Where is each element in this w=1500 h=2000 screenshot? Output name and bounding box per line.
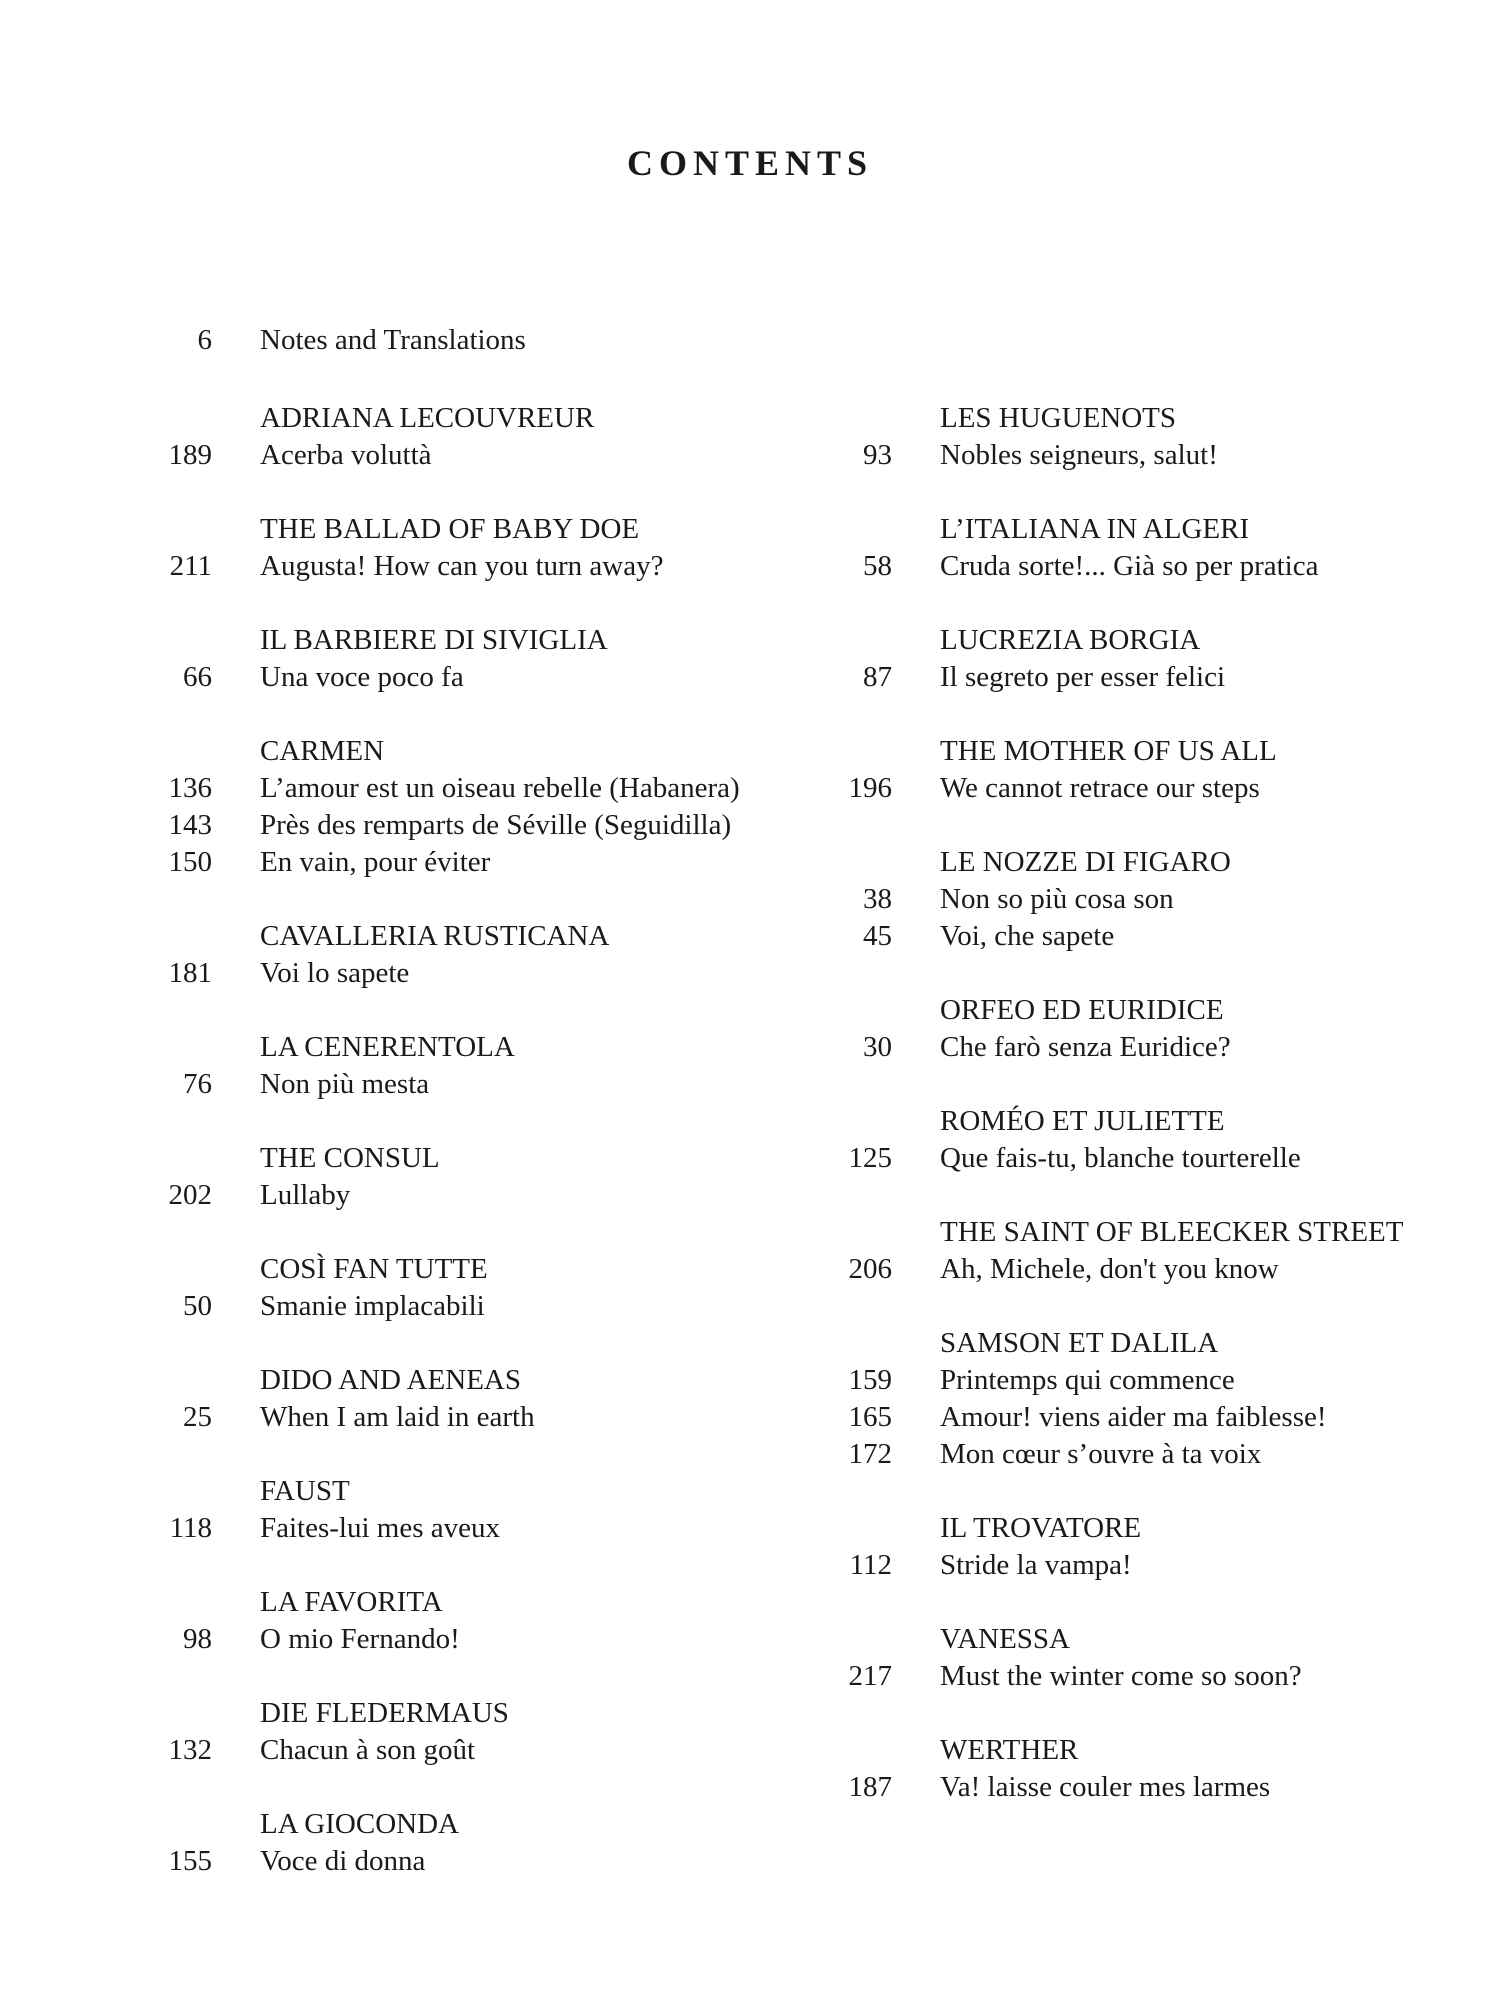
opera-title: COSÌ FAN TUTTE bbox=[260, 1253, 488, 1285]
page-number: 217 bbox=[848, 1660, 892, 1692]
toc-opera-group bbox=[830, 1510, 1403, 1584]
aria-title: Printemps qui commence bbox=[940, 1364, 1235, 1396]
toc-entry[interactable] bbox=[150, 437, 740, 474]
page-number: 118 bbox=[169, 1512, 212, 1544]
opera-title: THE CONSUL bbox=[260, 1142, 440, 1174]
aria-title: Près des remparts de Séville (Seguidilla) bbox=[260, 809, 732, 841]
toc-opera-group bbox=[830, 844, 1403, 955]
toc-opera-group bbox=[830, 1732, 1403, 1806]
aria-title: Chacun à son goût bbox=[260, 1734, 476, 1766]
toc-entry[interactable] bbox=[150, 1066, 740, 1103]
opera-title: ROMÉO ET JULIETTE bbox=[940, 1105, 1225, 1137]
toc-entry[interactable] bbox=[150, 770, 740, 807]
toc-opera-group bbox=[150, 1695, 740, 1769]
aria-title: Smanie implacabili bbox=[260, 1290, 485, 1322]
aria-title: Cruda sorte!... Già so per pratica bbox=[940, 550, 1319, 582]
toc-opera-group bbox=[150, 733, 740, 881]
page-number: 172 bbox=[848, 1438, 892, 1470]
page-number: 132 bbox=[168, 1734, 212, 1766]
toc-opera-group bbox=[830, 1325, 1403, 1473]
aria-title: Que fais-tu, blanche tourterelle bbox=[940, 1142, 1301, 1174]
entry-title: Notes and Translations bbox=[260, 324, 526, 356]
toc-opera-group bbox=[830, 733, 1403, 807]
aria-title: When I am laid in earth bbox=[260, 1401, 535, 1433]
aria-title: Lullaby bbox=[260, 1179, 351, 1211]
aria-title: Che farò senza Euridice? bbox=[940, 1031, 1231, 1063]
toc-entry[interactable] bbox=[830, 770, 1403, 807]
opera-title: LA FAVORITA bbox=[260, 1586, 443, 1618]
page-number: 150 bbox=[168, 846, 212, 878]
page-number: 206 bbox=[848, 1253, 892, 1285]
opera-title: LA CENERENTOLA bbox=[260, 1031, 515, 1063]
toc-entry[interactable] bbox=[150, 1843, 740, 1880]
aria-title: Nobles seigneurs, salut! bbox=[940, 439, 1218, 471]
opera-title: L’ITALIANA IN ALGERI bbox=[940, 513, 1250, 545]
opera-title: DIDO AND AENEAS bbox=[260, 1364, 521, 1396]
toc-entry[interactable] bbox=[830, 881, 1403, 918]
toc-opera-group bbox=[830, 992, 1403, 1066]
opera-title: CARMEN bbox=[260, 735, 385, 767]
page-number: 45 bbox=[863, 920, 892, 952]
aria-title: Voce di donna bbox=[260, 1845, 426, 1877]
aria-title: Must the winter come so soon? bbox=[940, 1660, 1302, 1692]
toc-intro-entry[interactable] bbox=[150, 324, 526, 357]
toc-entry[interactable] bbox=[830, 1140, 1403, 1177]
page-number: 211 bbox=[169, 550, 212, 582]
toc-opera-group bbox=[150, 1029, 740, 1103]
toc-opera-group bbox=[830, 1103, 1403, 1177]
page-number: 136 bbox=[168, 772, 212, 804]
page-title: CONTENTS bbox=[626, 143, 874, 183]
toc-entry[interactable] bbox=[150, 548, 740, 585]
page-number: 87 bbox=[863, 661, 892, 693]
opera-title: LA GIOCONDA bbox=[260, 1808, 459, 1840]
opera-title: THE MOTHER OF US ALL bbox=[940, 735, 1277, 767]
page-number: 143 bbox=[168, 809, 212, 841]
toc-entry[interactable] bbox=[830, 1769, 1403, 1806]
opera-title: THE BALLAD OF BABY DOE bbox=[260, 513, 640, 545]
toc-entry[interactable] bbox=[830, 1362, 1403, 1399]
page-number: 187 bbox=[848, 1771, 892, 1803]
toc-opera-group bbox=[150, 400, 740, 474]
toc-opera-group bbox=[150, 1473, 740, 1547]
page-number: 165 bbox=[848, 1401, 892, 1433]
opera-title: FAUST bbox=[260, 1475, 350, 1507]
page-number: 50 bbox=[183, 1290, 212, 1322]
aria-title: Il segreto per esser felici bbox=[940, 661, 1226, 693]
page-number: 189 bbox=[168, 439, 212, 471]
toc-opera-group bbox=[830, 511, 1403, 585]
toc-entry[interactable] bbox=[830, 1029, 1403, 1066]
page-number: 112 bbox=[849, 1549, 892, 1581]
page-number: 159 bbox=[848, 1364, 892, 1396]
page-number: 6 bbox=[197, 324, 212, 356]
aria-title: Non più mesta bbox=[260, 1068, 430, 1100]
toc-opera-group bbox=[830, 1621, 1403, 1695]
page-number: 98 bbox=[183, 1623, 212, 1655]
toc-entry[interactable] bbox=[830, 1251, 1403, 1288]
opera-title: THE SAINT OF BLEECKER STREET bbox=[940, 1216, 1404, 1248]
aria-title: Non so più cosa son bbox=[940, 883, 1174, 915]
aria-title: Voi lo sapete bbox=[260, 957, 410, 989]
toc-entry[interactable] bbox=[830, 659, 1403, 696]
opera-title: LUCREZIA BORGIA bbox=[940, 624, 1201, 656]
toc-entry[interactable] bbox=[830, 548, 1403, 585]
toc-entry[interactable] bbox=[830, 918, 1403, 955]
toc-entry[interactable] bbox=[150, 955, 740, 992]
toc-right-column bbox=[830, 400, 1403, 1843]
aria-title: Voi, che sapete bbox=[940, 920, 1115, 952]
toc-opera-group bbox=[830, 400, 1403, 474]
toc-opera-group bbox=[150, 1362, 740, 1436]
page-number: 25 bbox=[183, 1401, 212, 1433]
aria-title: L’amour est un oiseau rebelle (Habanera) bbox=[260, 772, 740, 804]
aria-title: Augusta! How can you turn away? bbox=[260, 550, 664, 582]
toc-left-column bbox=[150, 400, 740, 1917]
toc-opera-group bbox=[150, 1251, 740, 1325]
opera-title: ADRIANA LECOUVREUR bbox=[260, 402, 595, 434]
toc-opera-group bbox=[830, 622, 1403, 696]
toc-entry[interactable] bbox=[150, 1732, 740, 1769]
toc-opera-group bbox=[150, 622, 740, 696]
toc-entry[interactable] bbox=[150, 1288, 740, 1325]
page-number: 76 bbox=[183, 1068, 212, 1100]
toc-entry[interactable] bbox=[830, 1399, 1403, 1436]
page-number: 202 bbox=[168, 1179, 212, 1211]
toc-opera-group bbox=[830, 1214, 1403, 1288]
page-number: 125 bbox=[848, 1142, 892, 1174]
aria-title: O mio Fernando! bbox=[260, 1623, 460, 1655]
toc-entry[interactable] bbox=[150, 1399, 740, 1436]
opera-title: SAMSON ET DALILA bbox=[940, 1327, 1219, 1359]
toc-entry[interactable] bbox=[150, 1510, 740, 1547]
opera-title: ORFEO ED EURIDICE bbox=[940, 994, 1224, 1026]
page-number: 181 bbox=[168, 957, 212, 989]
toc-entry[interactable] bbox=[150, 844, 740, 881]
page-number: 38 bbox=[863, 883, 892, 915]
toc-entry[interactable] bbox=[150, 659, 740, 696]
toc-opera-group bbox=[150, 918, 740, 992]
aria-title: Acerba voluttà bbox=[260, 439, 432, 471]
aria-title: Una voce poco fa bbox=[260, 661, 464, 693]
page-number: 93 bbox=[863, 439, 892, 471]
toc-entry[interactable] bbox=[150, 807, 740, 844]
page-number: 58 bbox=[863, 550, 892, 582]
opera-title: LE NOZZE DI FIGARO bbox=[940, 846, 1231, 878]
page-number: 196 bbox=[848, 772, 892, 804]
opera-title: WERTHER bbox=[940, 1734, 1079, 1766]
toc-entry[interactable] bbox=[150, 1621, 740, 1658]
opera-title: IL TROVATORE bbox=[940, 1512, 1142, 1544]
aria-title: Stride la vampa! bbox=[940, 1549, 1132, 1581]
aria-title: We cannot retrace our steps bbox=[940, 772, 1260, 804]
opera-title: IL BARBIERE DI SIVIGLIA bbox=[260, 624, 608, 656]
opera-title: CAVALLERIA RUSTICANA bbox=[260, 920, 610, 952]
toc-entry[interactable] bbox=[150, 1177, 740, 1214]
toc-entry[interactable] bbox=[830, 437, 1403, 474]
toc-opera-group bbox=[150, 511, 740, 585]
opera-title: LES HUGUENOTS bbox=[940, 402, 1177, 434]
aria-title: Faites-lui mes aveux bbox=[260, 1512, 501, 1544]
toc-opera-group bbox=[150, 1140, 740, 1214]
toc-entry[interactable] bbox=[830, 1436, 1403, 1473]
page-number: 30 bbox=[863, 1031, 892, 1063]
toc-opera-group bbox=[150, 1584, 740, 1658]
opera-title: DIE FLEDERMAUS bbox=[260, 1697, 509, 1729]
toc-entry[interactable] bbox=[830, 1658, 1403, 1695]
aria-title: En vain, pour éviter bbox=[260, 846, 491, 878]
opera-title: VANESSA bbox=[940, 1623, 1071, 1655]
aria-title: Ah, Michele, don't you know bbox=[940, 1253, 1279, 1285]
page-number: 155 bbox=[168, 1845, 212, 1877]
page-number: 66 bbox=[183, 661, 212, 693]
aria-title: Va! laisse couler mes larmes bbox=[940, 1771, 1271, 1803]
aria-title: Amour! viens aider ma faiblesse! bbox=[940, 1401, 1327, 1433]
toc-opera-group bbox=[150, 1806, 740, 1880]
toc-entry[interactable] bbox=[830, 1547, 1403, 1584]
aria-title: Mon cœur s’ouvre à ta voix bbox=[940, 1438, 1262, 1470]
